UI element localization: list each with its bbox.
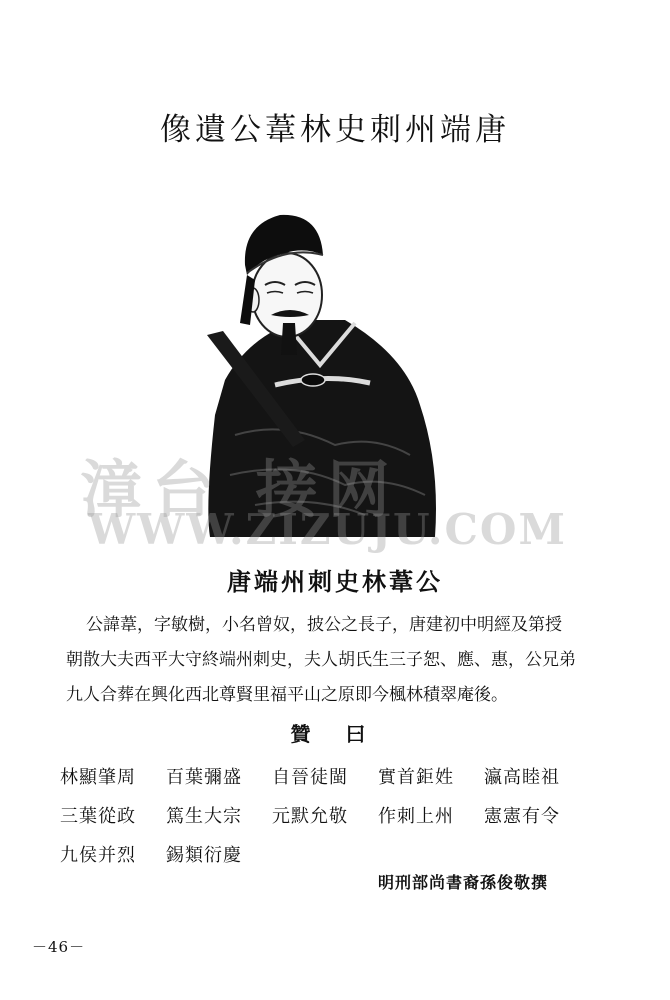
verse: 作刺上州 xyxy=(378,805,454,827)
eulogy-title: 贊 曰 xyxy=(290,722,380,746)
verse-row xyxy=(60,756,620,795)
verse: 錫類衍慶 xyxy=(166,844,242,866)
verse-row xyxy=(60,795,620,834)
biography-line: 九人合葬在興化西北尊賢里福平山之原即今楓林積翠庵後。 xyxy=(66,685,508,705)
watermark-text: 漳台 接网 xyxy=(80,453,400,526)
verse: 林顯肇周 xyxy=(60,766,136,788)
watermark-url: WWW.ZIZUJU.COM xyxy=(88,505,567,554)
section-heading: 唐端州刺史林葦公 xyxy=(227,568,443,596)
biography xyxy=(66,608,614,713)
verse: 元默允敬 xyxy=(272,805,348,827)
portrait-caption: 像遺公葦林史刺州端唐 xyxy=(160,112,510,148)
verse: 百葉彌盛 xyxy=(166,766,242,788)
page-number: －46－ xyxy=(32,938,86,956)
verse-row xyxy=(60,834,620,873)
verse: 三葉從政 xyxy=(60,805,136,827)
verse: 九侯并烈 xyxy=(60,844,136,866)
verse: 自晉徒閩 xyxy=(272,766,348,788)
author-signature: 明刑部尚書裔孫俊敬撰 xyxy=(377,873,548,892)
verse: 憲憲有令 xyxy=(484,805,560,827)
verse: 實首鉅姓 xyxy=(378,766,454,788)
eulogy-verses xyxy=(60,756,620,873)
biography-line: 公諱葦，字敏樹，小名曾奴，披公之長子，唐建初中明經及第授 xyxy=(86,615,562,635)
verse: 瀛高睦祖 xyxy=(484,766,560,788)
biography-line: 朝散大夫西平大守終端州刺史，夫人胡氏生三子恕、應、惠，公兄弟 xyxy=(66,650,576,670)
verse: 篤生大宗 xyxy=(166,805,242,827)
